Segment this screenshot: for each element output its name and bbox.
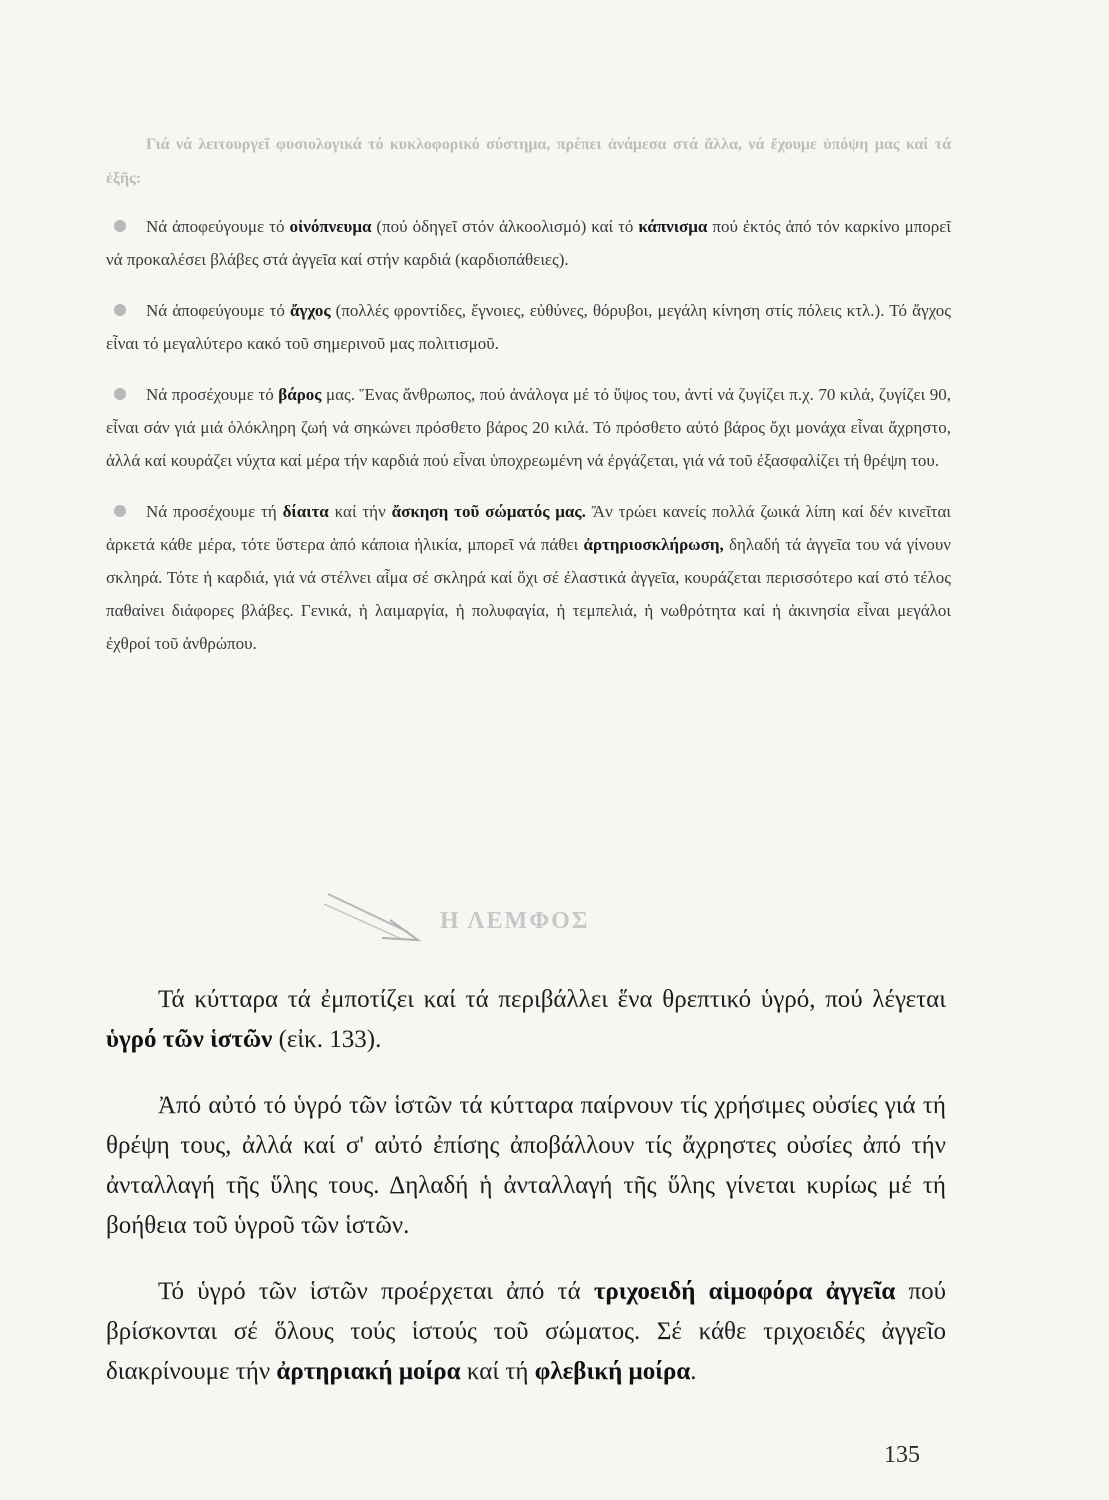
paragraph-text: Τό ὑγρό τῶν ἱστῶν προέρχεται ἀπό τά [158, 1278, 594, 1305]
bold-term: ἄγχος [290, 301, 331, 320]
section-heading-block [320, 880, 720, 950]
bullet-text: μας. Ἕνας ἄνθρωπος, πού ἀνάλογα μέ τό ὕψος του, ἀντί νά ζυγίζει π.χ. 70 κιλά, ζυγίζει 90, εἶναι σάν γιά μιά ὁλόκληρη ζωή νά σηκώνει πρόσθετο βάρος 20 κιλά. Τό πρόσθετο αὐτό βάρος ὄχι μονάχα εἶναι ἄχρηστο, ἀλλά καί κουράζει νύχτα καί μέρα τήν καρδιά πού εἶναι ὑποχρεωμένη νά ἐργάζεται, γιά νά τοῦ ἐξασφαλίζει τή θρέψη του. [106, 385, 951, 470]
bullet-text: (πολλές φροντίδες, ἔγνοιες, εὐθύνες, θόρυβοι, μεγάλη κίνηση στίς πόλεις κτλ.). Τό ἄγχος εἶναι τό μεγαλύτερο κακό τοῦ σημερινοῦ μας πολιτισμοῦ. [106, 301, 951, 353]
bold-term: ἀρτηριακή μοίρα [276, 1358, 461, 1385]
paragraph [106, 980, 946, 1060]
section-heading: Η ΛΕΜΦΟΣ [440, 908, 590, 934]
paragraph-text: . [690, 1358, 697, 1385]
bullet-text: Νά προσέχουμε τή [146, 502, 283, 521]
bold-term: βάρος [278, 385, 322, 404]
paragraph [106, 1272, 946, 1392]
bold-term: ἀρτηριοσκλήρωση, [583, 535, 724, 554]
bullet-item [106, 294, 951, 360]
bullet-dot-icon [114, 220, 126, 232]
paragraph-text: (εἰκ. 133). [272, 1026, 382, 1053]
bullet-text: πού ἐκτός ἀπό τόν καρκίνο μπορεῖ νά προκαλέσει βλάβες στά ἀγγεῖα καί στήν καρδιά (καρδιοπάθειες). [106, 217, 951, 269]
paragraph-text: Τά κύτταρα τά ἐμποτίζει καί τά περιβάλλει ἕνα θρεπτικό ὑγρό, πού λέγεται [158, 986, 946, 1013]
bold-term: οἰνόπνευμα [289, 217, 372, 236]
paragraph-text: Ἀπό αὐτό τό ὑγρό τῶν ἱστῶν τά κύτταρα παίρνουν τίς χρήσιμες οὐσίες γιά τή θρέψη τους, ἀλλά καί σ' αὐτό ἐπίσης ἀποβάλλουν τίς ἄχρηστες οὐσίες ἀπό τήν ἀνταλλαγή τῆς ὕλης τους. Δηλαδή ἡ ἀνταλλαγή τῆς ὕλης γίνεται κυρίως μέ τή βοήθεια τοῦ ὑγροῦ τῶν ἱστῶν. [106, 1092, 946, 1239]
bullet-text: καί τήν [328, 502, 392, 521]
bullet-text: Νά προσέχουμε τό [146, 385, 279, 404]
intro-paragraph: Γιά νά λειτουργεῖ φυσιολογικά τό κυκλοφορικό σύστημα, πρέπει ἀνάμεσα στά ἄλλα, νά ἔχουμε ὑπόψη μας καί τά ἑξῆς: [106, 136, 951, 187]
bullet-item [106, 378, 951, 477]
arrow-icon [320, 880, 430, 950]
bullet-text: Νά ἀποφεύγουμε τό [146, 301, 291, 320]
bold-term: δίαιτα [282, 502, 329, 521]
bold-term: ἄσκηση τοῦ σώματός μας. [391, 502, 586, 521]
page-number: 135 [884, 1442, 920, 1468]
bullet-text: Νά ἀποφεύγουμε τό [146, 217, 290, 236]
bullet-text: (πού ὁδηγεῖ στόν ἀλκοολισμό) καί τό [371, 217, 639, 236]
bullet-list [106, 210, 951, 678]
bold-term: ὑγρό τῶν ἱστῶν [106, 1026, 273, 1053]
bold-term: τριχοειδή αἱμοφόρα ἀγγεῖα [593, 1278, 896, 1305]
bold-term: φλεβική μοίρα [534, 1358, 691, 1385]
paragraph [106, 1086, 946, 1246]
paragraph-text: πού βρίσκονται σέ ὅλους τούς ἱστούς τοῦ σώματος. Σέ κάθε τριχοειδές ἀγγεῖο διακρίνουμε τήν [106, 1278, 946, 1385]
bullet-dot-icon [114, 505, 126, 517]
bullet-item [106, 495, 951, 660]
main-text [106, 980, 946, 1418]
bullet-item [106, 210, 951, 276]
paragraph-text: καί τή [460, 1358, 535, 1385]
bullet-dot-icon [114, 388, 126, 400]
bullet-text: Ἄν τρώει κανείς πολλά ζωικά λίπη καί δέν κινεῖται ἀρκετά κάθε μέρα, τότε ὕστερα ἀπό κάποια ἡλικία, μπορεῖ νά πάθει [106, 502, 951, 554]
bold-term: κάπνισμα [638, 217, 708, 236]
bullet-text: δηλαδή τά ἀγγεῖα του νά γίνουν σκληρά. Τότε ἡ καρδιά, γιά νά στέλνει αἷμα σέ σκληρά καί ὄχι σέ ἐλαστικά ἀγγεῖα, κουράζεται περισσότερο καί στό τέλος παθαίνει διάφορες βλάβες. Γενικά, ἡ λαιμαργία, ἡ πολυφαγία, ἡ τεμπελιά, ἡ νωθρότητα καί ἡ ἀκινησία εἶναι μεγάλοι ἐχθροί τοῦ ἀνθρώπου. [106, 535, 951, 653]
bullet-dot-icon [114, 304, 126, 316]
